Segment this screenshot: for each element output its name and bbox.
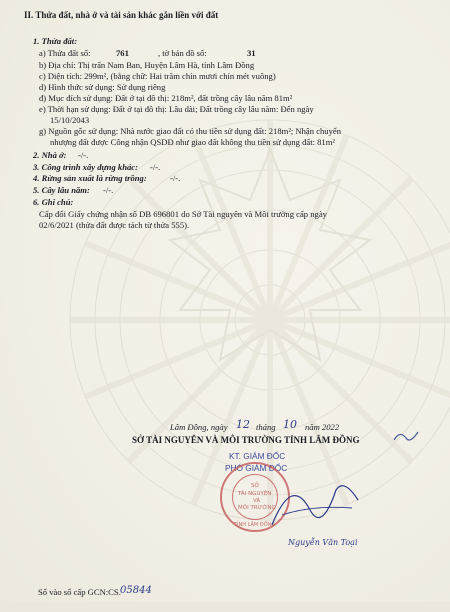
house-value: -/-. [78, 150, 89, 160]
notes-label: 6. Ghi chú: [33, 197, 74, 207]
signer-name: Nguyễn Văn Toại [288, 538, 358, 547]
seal-text-bottom: TỈNH LÂM ĐỒNG [234, 522, 276, 528]
date-month-label: tháng [256, 422, 276, 432]
usage-term-line: e) Thời hạn sử dụng: Đất ở tại đô thị: Lâu dài; Đất trồng cây lâu năm: Đến ngày [39, 104, 314, 114]
registry-number: 05844 [120, 585, 152, 596]
map-sheet-label: , tờ bản đồ số: [158, 48, 207, 58]
parcel-number-value: 761 [116, 48, 129, 58]
section-title: II. Thửa đất, nhà ở và tài sản khác gắn liền với đất [24, 10, 219, 20]
area-line: c) Diện tích: 299m², (bằng chữ: Hai trăm chín mươi chín mét vuông) [39, 71, 276, 81]
parcel-number-label: a) Thửa đất số: [39, 48, 91, 58]
date-prefix: Lâm Đồng, ngày [170, 422, 228, 432]
other-construction-value: -/-. [150, 162, 161, 172]
map-sheet-value: 31 [247, 48, 256, 58]
land-parcel-heading: 1. Thửa đất: [33, 36, 78, 46]
planted-forest-label: 4. Rừng sản xuất là rừng trồng: [33, 173, 147, 183]
other-construction-label: 3. Công trình xây dựng khác: [33, 162, 138, 172]
seal-text-line-1: TÀI NGUYÊN [238, 491, 272, 497]
note-line-2: 02/6/2021 (thửa đất được tách từ thửa 555). [39, 220, 190, 230]
page-bottom-edge [0, 602, 450, 612]
seal-text-line-3: MÔI TRƯỜNG [238, 505, 276, 511]
perennial-trees-label: 5. Cây lâu năm: [33, 185, 90, 195]
address-line: b) Địa chỉ: Thị trấn Nam Ban, Huyện Lâm Hà, tỉnh Lâm Đồng [39, 60, 255, 70]
planted-forest-value: -/-. [170, 173, 181, 183]
registry-label: Số vào sổ cấp GCN:CS. [38, 587, 121, 597]
origin-line-1: g) Nguồn gốc sử dụng: Nhà nước giao đất có thu tiền sử dụng đất: 218m²; Nhận chuyển [39, 126, 342, 136]
date-month: 10 [283, 418, 297, 431]
usage-form-line: d) Hình thức sử dụng: Sử dụng riêng [39, 82, 166, 92]
signature-strokes [262, 470, 372, 540]
usage-term-date: 15/10/2043 [50, 115, 90, 125]
authorized-title: KT. GIÁM ĐỐC [229, 451, 286, 461]
issuing-agency: SỞ TÀI NGUYÊN VÀ MÔI TRƯỜNG TỈNH LÂM ĐỒNG [132, 435, 360, 445]
note-line-1: Cấp đổi Giấy chứng nhận số DB 696801 do Sở Tài nguyên và Môi trường cấp ngày [39, 209, 327, 219]
initial-mark [392, 428, 422, 448]
perennial-trees-value: -/-. [103, 185, 114, 195]
seal-text-line-2: VÀ [253, 498, 261, 504]
date-year: năm 2022 [305, 422, 340, 432]
house-label: 2. Nhà ở: [33, 150, 67, 160]
deputy-director-title: PHÓ GIÁM ĐỐC [225, 463, 288, 473]
date-day: 12 [236, 418, 250, 431]
origin-line-2: nhượng đất được Công nhận QSDĐ như giao đất không thu tiền sử dụng đất: 81m² [50, 137, 335, 147]
usage-purpose-line: đ) Mục đích sử dụng: Đất ở tại đô thị: 218m², đất trồng cây lâu năm 81m² [39, 93, 293, 103]
seal-text-top: SỞ [251, 483, 260, 489]
